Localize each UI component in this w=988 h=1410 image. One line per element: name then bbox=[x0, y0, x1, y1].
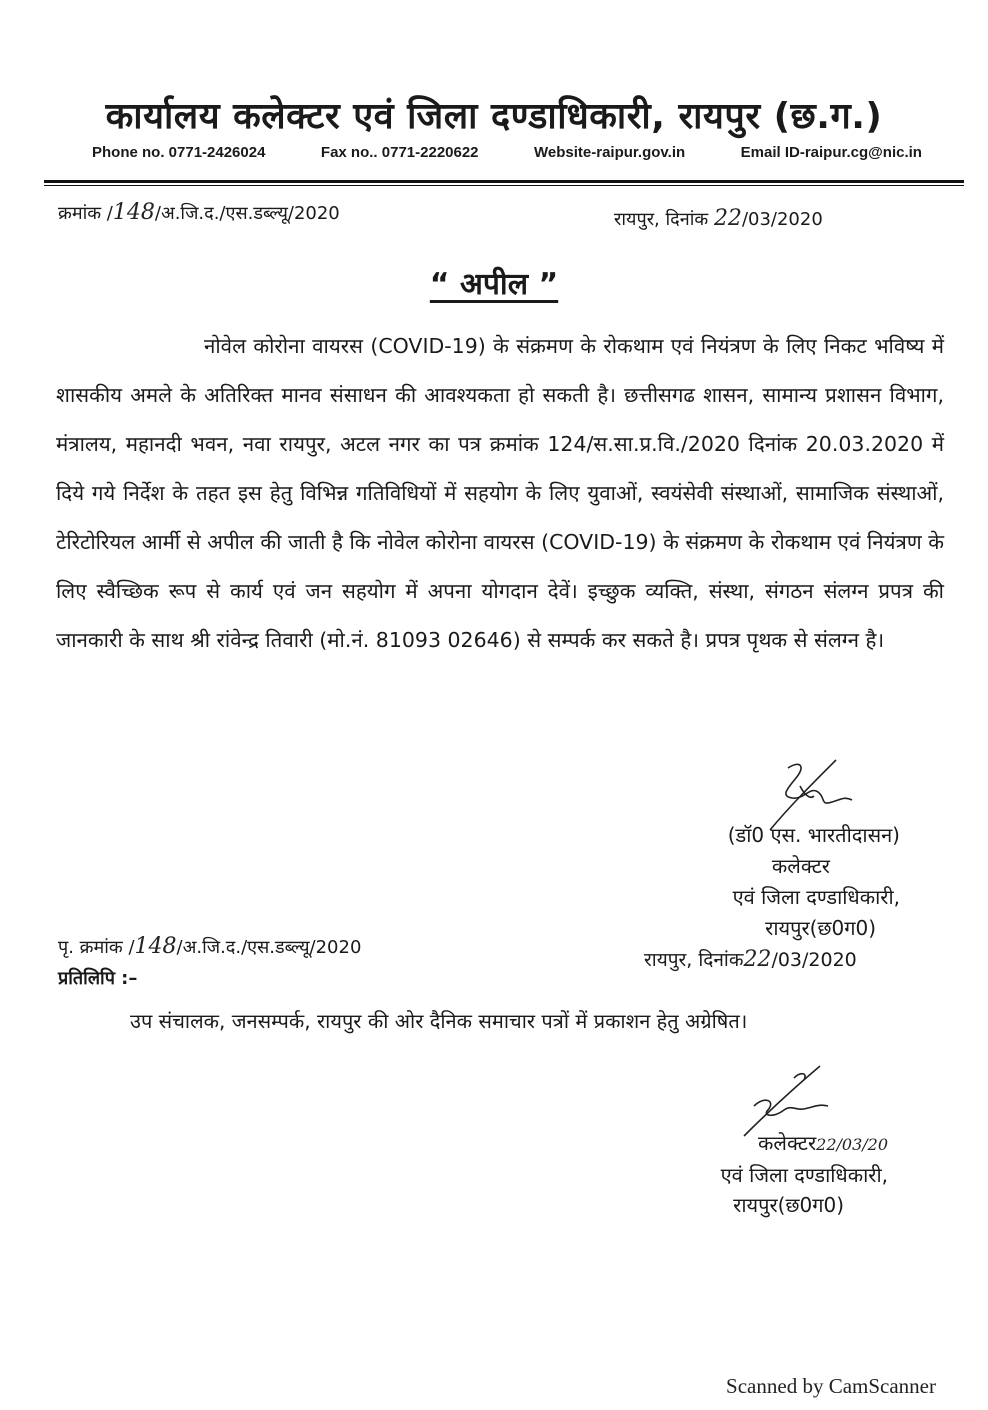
signatory-designation: कलेक्टर bbox=[771, 854, 830, 878]
copy-date-prefix: रायपुर, दिनांक bbox=[644, 949, 744, 971]
contact-row bbox=[92, 144, 922, 161]
appeal-body: नोवेल कोरोना वायरस (COVID-19) के संक्रमण के रोकथाम एवं नियंत्रण के लिए निकट भविष्य में शासकीय अमले के अतिरिक्त मानव संसाधन की आवश्यकता हो सकती है। छत्तीसगढ शासन, सामान्य प्रशासन विभाग, मंत्रालय, महानदी भवन, नवा रायपुर, अटल नगर का पत्र क्रमांक 124/स.सा.प्र.वि./2020 दिनांक 20.03.2020 में दिये गये निर्देश के तहत इस हेतु विभिन्न गतिविधियों में सहयोग के लिए युवाओं, स्वयंसेवी संस्थाओं, सामाजिक संस्थाओं, टेरिटोरियल आर्मी से अपील की जाती है कि नोवेल कोरोना वायरस (COVID-19) के संक्रमण के रोकथाम एवं नियंत्रण के लिए स्वैच्छिक रूप से कार्य एवं जन सहयोग में अपना योगदान देवें। इच्छुक व्यक्ति, संस्था, संगठन संलग्न प्रपत्र की जानकारी के साथ श्री रांवेन्द्र तिवारी (मो.नं. 81093 02646) से सम्पर्क कर सकते है। प्रपत्र पृथक से संलग्न है। bbox=[56, 334, 944, 652]
office-title: कार्यालय कलेक्टर एवं जिला दण्डाधिकारी, रायपुर (छ.ग.) bbox=[105, 96, 883, 137]
copy-to-text: उप संचालक, जनसम्पर्क, रायपुर की ओर दैनिक समाचार पत्रों में प्रकाशन हेतु अग्रेषित। bbox=[130, 1009, 748, 1033]
header-divider bbox=[44, 180, 964, 183]
date-handwritten-day: 22 bbox=[713, 206, 742, 231]
copy-reference-date bbox=[644, 946, 857, 972]
copy-date-suffix: /03/2020 bbox=[771, 949, 857, 971]
signatory-2-handwritten-date: 22/03/20 bbox=[816, 1135, 888, 1154]
phone-number: Phone no. 0771-2426024 bbox=[92, 144, 266, 161]
copy-reference-prefix: पृ. क्रमांक / bbox=[58, 937, 135, 958]
copy-reference-handwritten-number: 148 bbox=[134, 934, 177, 959]
reference-suffix: /अ.जि.द./एस.डब्ल्यू/2020 bbox=[154, 203, 340, 224]
email: Email ID-raipur.cg@nic.in bbox=[740, 144, 922, 161]
fax-number: Fax no.. 0771-2220622 bbox=[320, 144, 479, 161]
copy-reference-number bbox=[58, 934, 361, 959]
signatory-block bbox=[560, 820, 900, 944]
signatory-name: (डॉ0 एस. भारतीदासन) bbox=[727, 823, 900, 847]
signatory-2-place: रायपुर(छ0ग0) bbox=[733, 1193, 844, 1217]
reference-number bbox=[58, 200, 340, 225]
copy-reference-suffix: /अ.जि.द./एस.डब्ल्यू/2020 bbox=[176, 937, 362, 958]
copy-date-handwritten-day: 22 bbox=[743, 947, 772, 972]
signatory-2-designation: कलेक्टर bbox=[758, 1131, 817, 1155]
scanner-watermark: Scanned by CamScanner bbox=[726, 1374, 936, 1398]
appeal-title bbox=[0, 262, 988, 303]
copy-to-label: प्रतिलिपि :– bbox=[58, 968, 138, 989]
signatory-2-designation-2: एवं जिला दण्डाधिकारी, bbox=[720, 1163, 888, 1187]
signatory-2-block bbox=[588, 1128, 888, 1220]
date-suffix: /03/2020 bbox=[741, 209, 823, 230]
signatory-2-designation-row bbox=[588, 1128, 888, 1160]
website: Website-raipur.gov.in bbox=[534, 144, 686, 161]
signatory-place: रायपुर(छ0ग0) bbox=[765, 916, 876, 940]
reference-prefix: क्रमांक / bbox=[58, 203, 113, 224]
signatory-designation-2: एवं जिला दण्डाधिकारी, bbox=[732, 885, 900, 909]
appeal-title-text: “ अपील ” bbox=[429, 267, 559, 302]
reference-date bbox=[614, 206, 823, 231]
reference-handwritten-number: 148 bbox=[112, 200, 155, 225]
header-divider-thin bbox=[44, 185, 964, 186]
date-prefix: रायपुर, दिनांक bbox=[614, 209, 709, 230]
